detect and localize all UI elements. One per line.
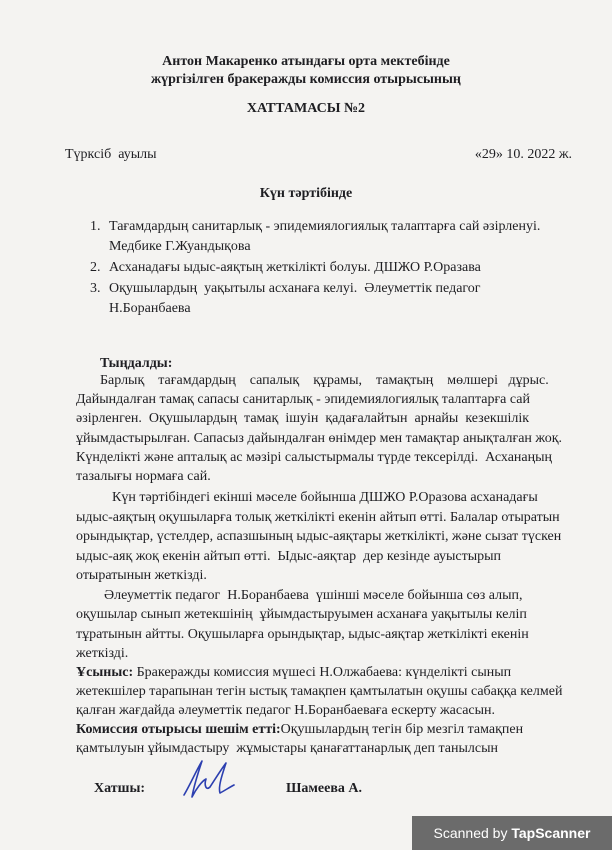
paragraph-line: Әлеуметтік педагог Н.Боранбаева үшінші мәселе бойынша сөз алып,: [104, 588, 523, 603]
agenda-item-number: 2.: [90, 260, 101, 275]
proposal-line: қалған жағдайда әлеуметтік педагог Н.Боранбаеваға ескерту жасасын.: [76, 703, 496, 718]
decision-label: Комиссия отырысы шешім етті:: [76, 722, 281, 737]
paragraph-line: Дайындалған тамақ сапасы санитарлық - эпидемиялогиялық талаптарға сай: [76, 392, 530, 407]
agenda-item-text: Н.Боранбаева: [109, 301, 191, 316]
decision-line: қамтылуын ұйымдастыру жұмыстары қанағаттанарлық деп танылсын: [76, 741, 498, 756]
proposal-line: жетекшілер тарапынан тегін ыстық тамақпен қамтылатын оқушы сабаққа келмей: [76, 684, 563, 699]
agenda-title: Күн тәртібінде: [259, 186, 353, 201]
place: Түрксіб ауылы: [65, 147, 157, 162]
paragraph-line: оқушылар сынып жетекшінің ұйымдастыруымен асханаға уақытылы келіп: [76, 607, 527, 622]
watermark-brand: TapScanner: [511, 825, 591, 841]
heard-title: Тыңдалды:: [100, 356, 173, 371]
paragraph-line: тазалығы нормаға сай.: [76, 469, 211, 484]
agenda-item-text: Тағамдардың санитарлық - эпидемиялогиялық талаптарға сай әзірленуі.: [109, 219, 541, 234]
proposal-line: [76, 665, 511, 681]
paragraph-line: отыратынын жеткізді.: [76, 568, 207, 583]
secretary-name: Шамеева А.: [286, 781, 363, 796]
proposal-text: Бракеражды комиссия мүшесі Н.Олжабаева: күнделікті сынып: [133, 665, 512, 680]
agenda-item-number: 3.: [90, 281, 101, 296]
secretary-label: Хатшы:: [94, 781, 146, 796]
paragraph-line: ыдыс-аяқтың оқушыларға толық жеткілікті екенін айтып өтті. Балалар отыратын: [76, 510, 560, 525]
proposal-label: Ұсыныс:: [76, 665, 134, 680]
decision-text: Оқушылардың тегін бір мезгіл тамақпен: [280, 722, 524, 737]
agenda-item-text: Оқушылардың уақытылы асханаға келуі. Әлеуметтік педагог: [109, 281, 481, 296]
paragraph-line: ыдыс-аяқ жоқ екенін айтып өтті. Ыдыс-аяқтар дер кезінде ауыстырып: [76, 549, 502, 564]
handwritten-signature: [176, 757, 238, 803]
agenda-item-text: Асханадағы ыдыс-аяқтың жеткілікті болуы. ДШЖО Р.Оразава: [109, 260, 481, 275]
date: «29» 10. 2022 ж.: [474, 147, 572, 162]
paragraph-line: ұйымдастырылған. Сапасыз дайындалған өнімдер мен тамақтар анықталған жоқ.: [76, 431, 563, 446]
scanner-watermark: [412, 816, 612, 850]
agenda-item-number: 1.: [90, 219, 101, 234]
header-line-2: жүргізілген бракеражды комиссия отырысының: [150, 72, 461, 87]
decision-line: [76, 722, 523, 738]
paragraph-line: Барлық тағамдардың сапалық құрамы, тамақтың мөлшері дұрыс.: [100, 373, 549, 388]
watermark-prefix: Scanned by: [433, 825, 512, 841]
paragraph-line: тұратынын айтты. Оқушыларға орындықтар, ыдыс-аяқтар жеткілікті екенін: [76, 627, 529, 642]
paragraph-line: орындықтар, үстелдер, аспазшының ыдыс-аяқтары жеткілікті, және сызат түскен: [76, 529, 562, 544]
agenda-item-text: Медбике Г.Жуандықова: [109, 239, 251, 254]
header-line-1: Антон Макаренко атындағы орта мектебінде: [162, 54, 450, 69]
document-title: ХАТТАМАСЫ №2: [246, 101, 366, 116]
paragraph-line: Күнделікті және апталық ас мәзірі салыстырмалы түрде тексерілді. Асханаңың: [76, 450, 553, 465]
paragraph-line: әзірленген. Оқушылардың тамақ ішуін қадағалайтын арнайы кезекшілік: [76, 411, 530, 426]
paragraph-line: жеткізді.: [76, 646, 129, 661]
paragraph-line: Күн тәртібіндегі екінші мәселе бойынша ДШЖО Р.Оразова асханадағы: [112, 490, 538, 505]
